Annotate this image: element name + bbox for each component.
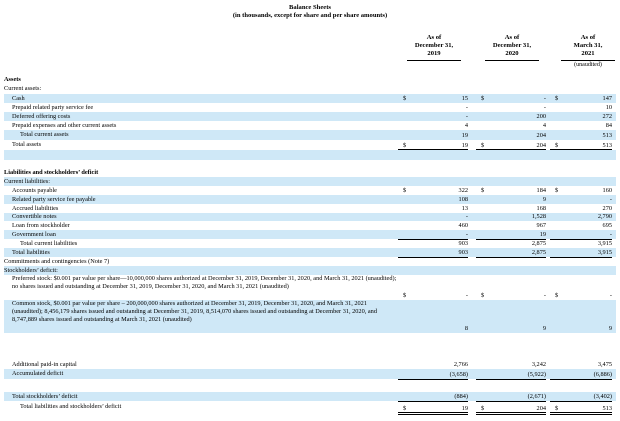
row-label: Cash — [12, 94, 25, 102]
row-label: Total liabilities — [12, 248, 50, 256]
cell-value: 9 — [542, 325, 546, 333]
cell-value: 272 — [602, 113, 612, 121]
row-label: Preferred stock: $0.001 par value per share—10,000,000 shares authorized at December 31, 2019, December 31, 2020, and March 31, 2021 (unaudited); no shares issued and outstanding at December 31, 2019, December 31, 2020, and March 31, 2021 (unaudited) — [12, 275, 397, 290]
cell-value: 460 — [458, 222, 468, 230]
column-header-2-line3: 2020 — [505, 50, 519, 58]
cell-value: 2,875 — [531, 240, 546, 248]
currency-symbol: $ — [555, 95, 559, 103]
cell-value: 4 — [464, 122, 468, 130]
cell-value: 967 — [536, 222, 546, 230]
cell-value: - — [465, 104, 468, 112]
cell-value: 513 — [602, 142, 612, 150]
unaudited-note: (unaudited) — [574, 62, 602, 68]
column-header-3-line1: As of — [580, 34, 596, 41]
table-row — [4, 121, 616, 130]
table-row — [4, 266, 616, 275]
cell-value: 13 — [461, 205, 468, 213]
cell-value: 3,475 — [597, 361, 612, 369]
column-header-rule — [407, 60, 461, 61]
cell-value: 8 — [464, 325, 468, 333]
currency-symbol: $ — [555, 405, 559, 413]
table-row — [4, 94, 616, 103]
total-double-rule — [476, 412, 546, 415]
column-header-3-line3: 2021 — [581, 50, 595, 58]
cell-value: 19 — [461, 142, 468, 150]
total-double-rule — [550, 412, 612, 415]
table-row — [4, 369, 616, 379]
cell-value: 2,790 — [597, 213, 612, 221]
table-row — [4, 204, 616, 213]
table-row — [4, 76, 616, 84]
cell-value: - — [609, 196, 612, 204]
cell-value: 168 — [536, 205, 546, 213]
cell-value: (3,402) — [593, 393, 612, 401]
cell-value: 513 — [602, 405, 612, 413]
cell-value: - — [543, 292, 546, 300]
cell-value: 4 — [542, 122, 546, 130]
cell-value: 160 — [602, 187, 612, 195]
table-row — [4, 230, 616, 239]
row-label: Commitments and contingencies (Note 7) — [4, 257, 110, 265]
statement-title: Balance Sheets — [289, 4, 331, 11]
table-row — [4, 221, 616, 230]
row-label: Total liabilities and stockholders’ deficit — [20, 403, 122, 411]
row-label: Loan from stockholder — [12, 221, 70, 229]
currency-symbol: $ — [481, 292, 485, 300]
table-row — [4, 112, 616, 121]
currency-symbol: $ — [403, 405, 407, 413]
table-row — [4, 195, 616, 204]
table-row — [4, 300, 616, 333]
row-label: Accrued liabilities — [12, 204, 59, 212]
cell-value: (2,671) — [527, 393, 546, 401]
table-row — [4, 360, 616, 369]
table-row — [4, 85, 616, 93]
cell-value: 184 — [536, 187, 546, 195]
cell-value: 3,915 — [597, 240, 612, 248]
cell-value: - — [465, 292, 468, 300]
cell-value: 204 — [536, 405, 546, 413]
column-header-2-line1: As of — [504, 34, 520, 41]
currency-symbol: $ — [403, 142, 407, 150]
row-label: Stockholders’ deficit: — [4, 266, 58, 274]
cell-value: - — [609, 231, 612, 239]
row-label: Prepaid related party service fee — [12, 103, 94, 111]
column-header-rule — [561, 60, 615, 61]
cell-value: 903 — [458, 240, 468, 248]
total-double-rule — [398, 412, 468, 415]
column-header-1-line1: As of — [426, 34, 442, 41]
cell-value: 3,242 — [531, 361, 546, 369]
row-label: Total stockholders’ deficit — [12, 392, 78, 400]
row-label: Additional paid-in capital — [12, 360, 77, 368]
row-label: Accumulated deficit — [12, 370, 64, 378]
currency-symbol: $ — [481, 405, 485, 413]
cell-value: 84 — [605, 122, 612, 130]
table-row — [4, 177, 616, 186]
cell-value: (884) — [454, 393, 468, 401]
row-label: Prepaid expenses and other current assets — [12, 121, 117, 129]
cell-value: 204 — [536, 132, 546, 140]
cell-value: 15 — [461, 95, 468, 103]
table-row — [4, 257, 616, 266]
row-label: Total assets — [12, 141, 42, 149]
row-label: Government loan — [12, 230, 56, 238]
row-label: Assets — [4, 76, 21, 84]
row-label: Liabilities and stockholders’ deficit — [4, 169, 99, 177]
table-row — [4, 103, 616, 112]
column-header-1-line3: 2019 — [427, 50, 441, 58]
column-header-rule — [485, 60, 539, 61]
currency-symbol: $ — [555, 292, 559, 300]
cell-value: - — [465, 213, 468, 221]
cell-value: 513 — [602, 132, 612, 140]
table-row — [4, 186, 616, 195]
table-row — [4, 275, 616, 300]
cell-value: 2,766 — [453, 361, 468, 369]
cell-value: 10 — [605, 104, 612, 112]
currency-symbol: $ — [481, 187, 485, 195]
row-label: Total current assets — [20, 131, 69, 139]
cell-value: 903 — [458, 249, 468, 257]
row-label: Common stock, $0.001 par value per share – 200,000,000 shares authorized at December 31, 2019, December 31, 2020, and March 31, 2021 (unaudited); 8,456,179 shares issued and outstanding at December 31, 2019, 8,514,070 shares issued and outstanding at December 31, 2020, and 8,747,889 shares issued and outstanding at March 31, 2021 (unaudited) — [12, 300, 377, 323]
cell-value: 204 — [536, 142, 546, 150]
table-row — [4, 239, 616, 248]
cell-value: 9 — [608, 325, 612, 333]
cell-value: 9 — [542, 196, 546, 204]
currency-symbol: $ — [481, 142, 485, 150]
table-row — [4, 392, 616, 401]
cell-value: - — [543, 104, 546, 112]
row-label: Deferred offering costs — [12, 112, 71, 120]
row-label: Current liabilities: — [4, 177, 50, 185]
column-header-3-line2: March 31, — [573, 42, 603, 50]
cell-value: - — [465, 231, 468, 239]
cell-value: (5,922) — [527, 371, 546, 379]
cell-value: 147 — [602, 95, 612, 103]
row-label: Accounts payable — [12, 186, 57, 194]
cell-value: 19 — [461, 132, 468, 140]
cell-value: 2,875 — [531, 249, 546, 257]
cell-value: 1,528 — [531, 213, 546, 221]
cell-value: 3,915 — [597, 249, 612, 257]
cell-value: - — [465, 113, 468, 121]
row-label: Current assets: — [4, 85, 42, 93]
cell-value: - — [543, 95, 546, 103]
cell-value: (3,658) — [449, 371, 468, 379]
table-row — [4, 379, 616, 392]
currency-symbol: $ — [555, 187, 559, 195]
cell-value: 322 — [458, 187, 468, 195]
cell-value: 108 — [458, 196, 468, 204]
column-header-1-line2: December 31, — [414, 42, 454, 50]
cell-value: - — [609, 292, 612, 300]
row-label: Convertible notes — [12, 213, 57, 221]
currency-symbol: $ — [481, 95, 485, 103]
cell-value: 200 — [536, 113, 546, 121]
cell-value: 270 — [602, 205, 612, 213]
currency-symbol: $ — [403, 95, 407, 103]
column-header-2-line2: December 31, — [492, 42, 532, 50]
currency-symbol: $ — [555, 142, 559, 150]
row-label: Total current liabilities — [20, 239, 78, 247]
cell-value: 19 — [539, 231, 546, 239]
currency-symbol: $ — [403, 292, 407, 300]
table-row — [4, 169, 616, 177]
table-row — [4, 150, 616, 160]
table-row — [4, 213, 616, 221]
table-row — [4, 248, 616, 257]
currency-symbol: $ — [403, 187, 407, 195]
cell-value: 695 — [602, 222, 612, 230]
table-row — [4, 130, 616, 140]
cell-value: (6,886) — [593, 371, 612, 379]
cell-value: 19 — [461, 405, 468, 413]
row-label: Related party service fee payable — [12, 195, 96, 203]
statement-subtitle: (in thousands, except for share and per share amounts) — [232, 12, 388, 19]
